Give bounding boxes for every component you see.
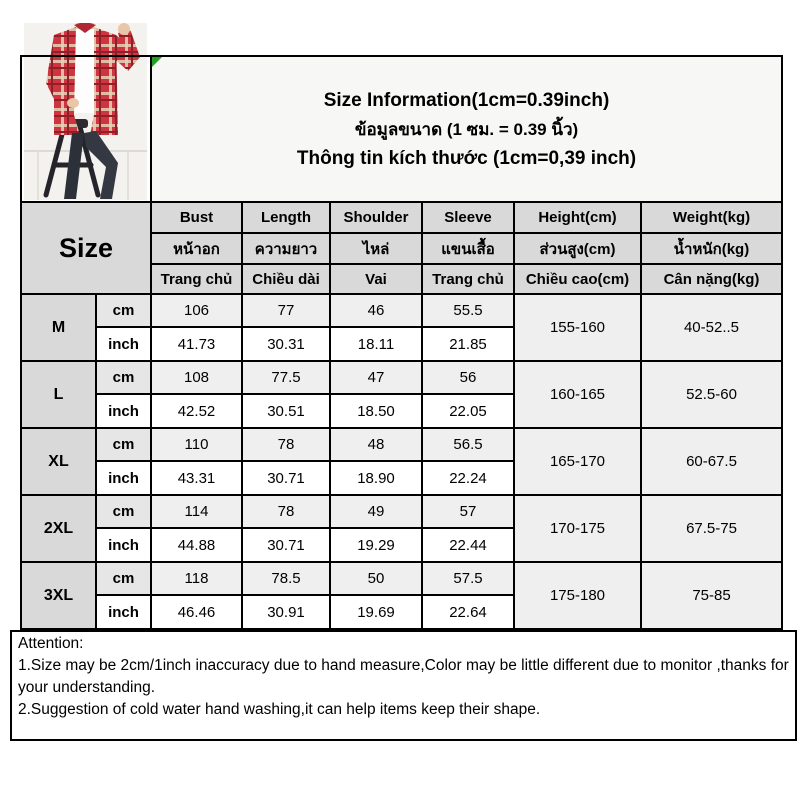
value-cell: 41.73 — [151, 327, 242, 361]
col-header-height-th: ส่วนสูง(cm) — [514, 233, 641, 264]
weight-range: 40-52..5 — [641, 294, 782, 361]
value-cell: 78.5 — [242, 562, 330, 595]
col-header-weight-en: Weight(kg) — [641, 202, 782, 233]
value-cell: 18.90 — [330, 461, 422, 495]
unit-label-inch: inch — [96, 327, 151, 361]
value-cell: 56 — [422, 361, 514, 394]
value-cell: 22.05 — [422, 394, 514, 428]
col-header-shoulder-vi: Vai — [330, 264, 422, 294]
cell-corner-marker — [152, 57, 162, 67]
attention-title: Attention: — [18, 635, 84, 652]
size-label-m: M — [21, 294, 96, 361]
col-header-shoulder-th: ไหล่ — [330, 233, 422, 264]
size-label-2xl: 2XL — [21, 495, 96, 562]
size-label-l: L — [21, 361, 96, 428]
title-th: ข้อมูลขนาด (1 ซม. = 0.39 นิ้ว) — [354, 119, 579, 139]
value-cell: 30.71 — [242, 461, 330, 495]
col-header-sleeve-th: แขนเสื้อ — [422, 233, 514, 264]
value-cell: 19.29 — [330, 528, 422, 562]
col-header-length-vi: Chiều dài — [242, 264, 330, 294]
value-cell: 118 — [151, 562, 242, 595]
size-label-3xl: 3XL — [21, 562, 96, 629]
weight-range: 52.5-60 — [641, 361, 782, 428]
product-photo-cell — [21, 56, 151, 202]
unit-label-cm: cm — [96, 495, 151, 528]
value-cell: 44.88 — [151, 528, 242, 562]
value-cell: 30.91 — [242, 595, 330, 629]
unit-label-inch: inch — [96, 595, 151, 629]
value-cell: 55.5 — [422, 294, 514, 327]
weight-range: 67.5-75 — [641, 495, 782, 562]
col-header-weight-vi: Cân nặng(kg) — [641, 264, 782, 294]
unit-label-inch: inch — [96, 461, 151, 495]
attention-notes — [10, 630, 797, 741]
value-cell: 19.69 — [330, 595, 422, 629]
value-cell: 50 — [330, 562, 422, 595]
value-cell: 49 — [330, 495, 422, 528]
size-chart-table — [20, 55, 783, 630]
height-range: 155-160 — [514, 294, 641, 361]
value-cell: 108 — [151, 361, 242, 394]
value-cell: 22.44 — [422, 528, 514, 562]
title-cell — [151, 56, 782, 202]
height-range: 175-180 — [514, 562, 641, 629]
value-cell: 18.50 — [330, 394, 422, 428]
unit-label-inch: inch — [96, 394, 151, 428]
col-header-shoulder-en: Shoulder — [330, 202, 422, 233]
unit-label-cm: cm — [96, 294, 151, 327]
height-range: 165-170 — [514, 428, 641, 495]
size-label-xl: XL — [21, 428, 96, 495]
col-header-height-en: Height(cm) — [514, 202, 641, 233]
col-header-length-en: Length — [242, 202, 330, 233]
value-cell: 43.31 — [151, 461, 242, 495]
value-cell: 57 — [422, 495, 514, 528]
col-header-bust-vi: Trang chủ — [151, 264, 242, 294]
col-header-length-th: ความยาว — [242, 233, 330, 264]
unit-label-cm: cm — [96, 361, 151, 394]
value-cell: 30.51 — [242, 394, 330, 428]
value-cell: 30.71 — [242, 528, 330, 562]
col-header-sleeve-en: Sleeve — [422, 202, 514, 233]
value-cell: 42.52 — [151, 394, 242, 428]
value-cell: 47 — [330, 361, 422, 394]
value-cell: 78 — [242, 428, 330, 461]
value-cell: 48 — [330, 428, 422, 461]
title-en: Size Information(1cm=0.39inch) — [323, 89, 610, 111]
unit-label-cm: cm — [96, 562, 151, 595]
value-cell: 77 — [242, 294, 330, 327]
value-cell: 22.64 — [422, 595, 514, 629]
value-cell: 46 — [330, 294, 422, 327]
value-cell: 78 — [242, 495, 330, 528]
value-cell: 21.85 — [422, 327, 514, 361]
height-range: 170-175 — [514, 495, 641, 562]
attention-line-2: 2.Suggestion of cold water hand washing,it can help items keep their shape. — [18, 701, 541, 718]
value-cell: 18.11 — [330, 327, 422, 361]
size-corner-label: Size — [21, 202, 151, 294]
attention-line-1: 1.Size may be 2cm/1inch inaccuracy due to hand measure,Color may be little different due to monitor ,thanks for your understanding. — [18, 657, 789, 696]
value-cell: 46.46 — [151, 595, 242, 629]
unit-label-inch: inch — [96, 528, 151, 562]
value-cell: 56.5 — [422, 428, 514, 461]
value-cell: 30.31 — [242, 327, 330, 361]
title-vi: Thông tin kích thước (1cm=0,39 inch) — [296, 147, 637, 169]
col-header-bust-en: Bust — [151, 202, 242, 233]
value-cell: 57.5 — [422, 562, 514, 595]
col-header-height-vi: Chiều cao(cm) — [514, 264, 641, 294]
height-range: 160-165 — [514, 361, 641, 428]
value-cell: 22.24 — [422, 461, 514, 495]
value-cell: 110 — [151, 428, 242, 461]
col-header-weight-th: น้ำหนัก(kg) — [641, 233, 782, 264]
col-header-sleeve-vi: Trang chủ — [422, 264, 514, 294]
weight-range: 60-67.5 — [641, 428, 782, 495]
value-cell: 114 — [151, 495, 242, 528]
value-cell: 106 — [151, 294, 242, 327]
value-cell: 77.5 — [242, 361, 330, 394]
col-header-bust-th: หน้าอก — [151, 233, 242, 264]
unit-label-cm: cm — [96, 428, 151, 461]
weight-range: 75-85 — [641, 562, 782, 629]
